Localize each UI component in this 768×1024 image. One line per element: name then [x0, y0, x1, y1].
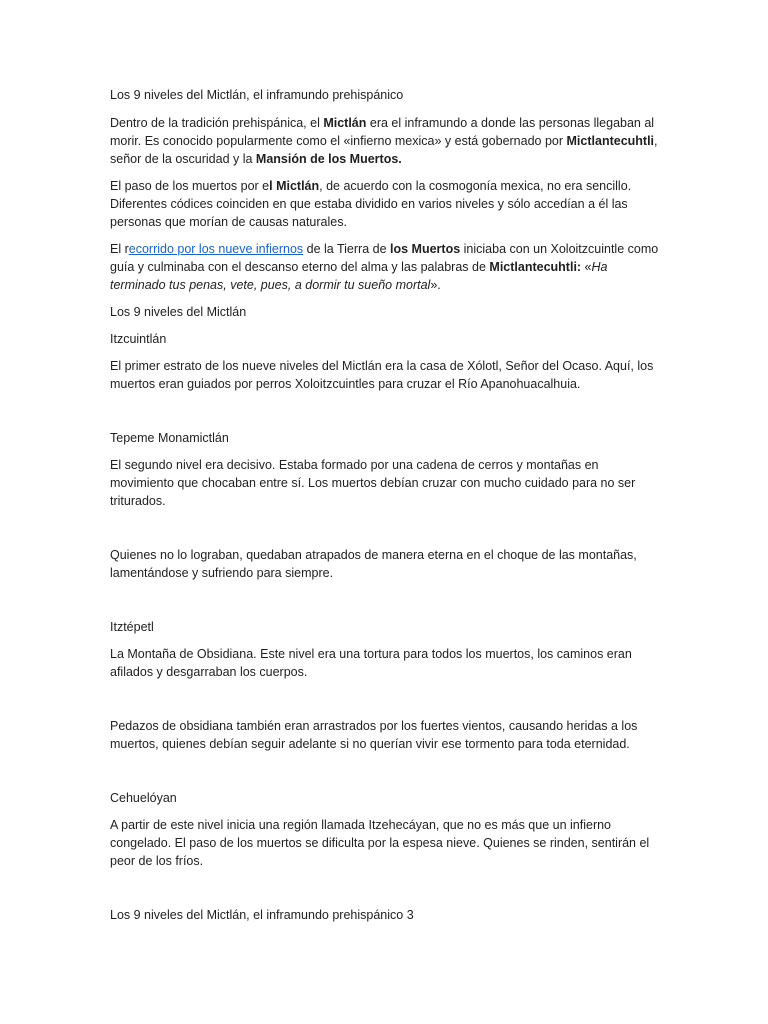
bold-run: Mictlán: [323, 116, 367, 130]
text-run: «: [581, 260, 592, 274]
paragraph-intro: [110, 114, 660, 168]
section-heading-levels: Los 9 niveles del Mictlán: [110, 305, 247, 319]
text-run: , señor de la oscuridad y la: [110, 134, 658, 166]
italic-quote: Ha terminado tus penas, vete, pues, a dormir tu sueño mortal: [110, 260, 608, 292]
text-run: ».: [430, 278, 441, 292]
bold-run: los Muertos: [390, 242, 461, 256]
level-heading-tepeme: Tepeme Monamictlán: [110, 431, 229, 445]
page-footer: Los 9 niveles del Mictlán, el inframundo prehispánico 3: [110, 908, 414, 922]
level-heading-itzcuintlan: Itzcuintlán: [110, 332, 167, 346]
paragraph-paso: [110, 177, 660, 231]
text-run: era el inframundo a donde las personas llegaban al morir. Es conocido popularmente como el «infierno mexica» y está gobernado por: [110, 116, 655, 148]
recorrido-link[interactable]: ecorrido por los nueve infiernos: [128, 242, 304, 256]
paragraph-itztepetl-1: La Montaña de Obsidiana. Este nivel era una tortura para todos los muertos, los caminos eran afilados y desgarraban los cuerpos.: [110, 647, 632, 679]
paragraph-cehueloyan: A partir de este nivel inicia una región llamada Itzehecáyan, que no es más que un infierno congelado. El paso de los muertos se dificulta por la espesa nieve. Quienes se rinden, sentirán el peor de los fríos.: [110, 818, 650, 868]
level-heading-itztepetl: Itztépetl: [110, 620, 154, 634]
text-run: de la Tierra de: [303, 242, 391, 256]
bold-run: Mictlantecuhtli:: [489, 260, 582, 274]
text-run: iniciaba con un Xoloitzcuintle como guía y culminaba con el descanso eterno del alma y las palabras de: [110, 242, 659, 274]
paragraph-recorrido: [110, 240, 660, 294]
document-title: Los 9 niveles del Mictlán, el inframundo prehispánico: [110, 88, 404, 102]
bold-run: Mictlantecuhtli: [566, 134, 655, 148]
paragraph-itztepetl-2: Pedazos de obsidiana también eran arrastrados por los fuertes vientos, causando heridas a los muertos, quienes debían seguir adelante si no querían vivir ese tormento para toda eternidad.: [110, 719, 638, 751]
bold-run: Mansión de los Muertos.: [255, 152, 402, 166]
level-heading-cehueloyan: Cehuelóyan: [110, 791, 177, 805]
paragraph-itzcuintlan: El primer estrato de los nueve niveles del Mictlán era la casa de Xólotl, Señor del Ocaso. Aquí, los muertos eran guiados por perros Xoloitzcuintles para cruzar el Río Apanohuacalhuia.: [110, 359, 654, 391]
paragraph-tepeme-2: Quienes no lo lograban, quedaban atrapados de manera eterna en el choque de las montañas, lamentándose y sufriendo para siempre.: [110, 548, 637, 580]
text-run: , de acuerdo con la cosmogonía mexica, no era sencillo. Diferentes códices coinciden en que estaba dividido en varios niveles y sólo accedían a él las personas que morían de causas naturales.: [110, 179, 632, 229]
text-run: El r: [110, 242, 129, 256]
text-run: El paso de los muertos por e: [110, 179, 270, 193]
paragraph-tepeme-1: El segundo nivel era decisivo. Estaba formado por una cadena de cerros y montañas en movimiento que chocaban entre sí. Los muertos debían cruzar con mucho cuidado para no ser triturados.: [110, 458, 636, 508]
bold-run: l Mictlán: [269, 179, 320, 193]
text-run: Dentro de la tradición prehispánica, el: [110, 116, 324, 130]
document-body: [110, 86, 660, 924]
